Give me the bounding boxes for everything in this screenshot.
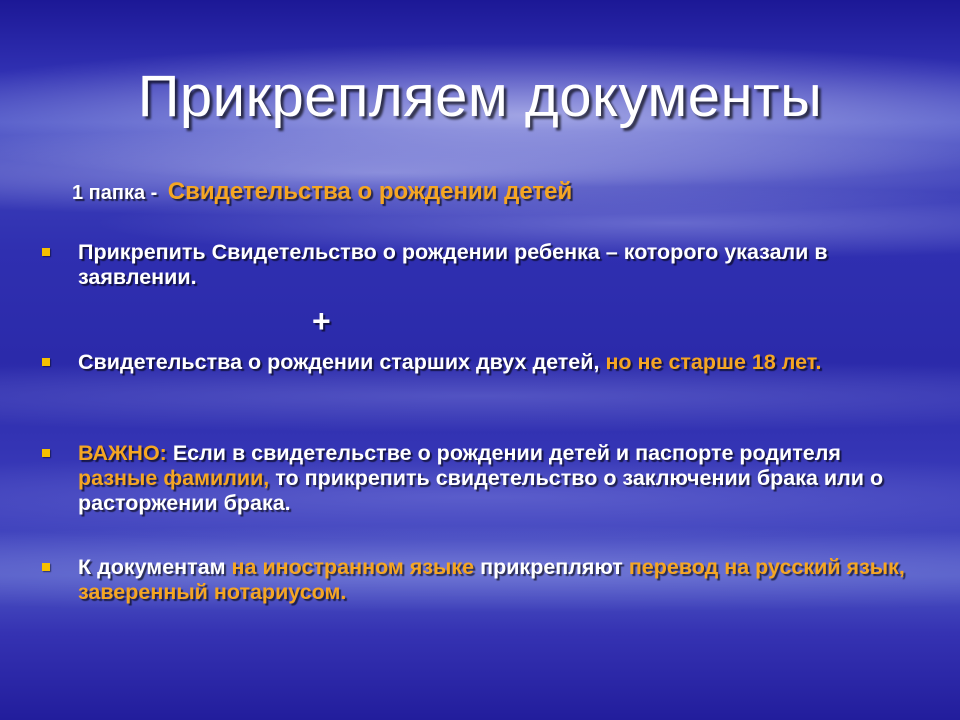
bullet-marker-icon xyxy=(42,248,50,256)
bullet-text: прикрепляют xyxy=(480,555,623,579)
bullet-highlight: на иностранном языке xyxy=(231,555,475,579)
bullet-item xyxy=(40,441,920,516)
subtitle-label: 1 папка - xyxy=(72,182,158,204)
bullet-text: Если в свидетельстве о рождении детей и паспорте родителя xyxy=(172,441,841,465)
bullet-highlight: ВАЖНО: xyxy=(78,441,167,465)
bullet-item xyxy=(40,555,920,605)
bullet-text: Свидетельства о рождении старших двух детей, xyxy=(78,350,600,374)
bullet-item xyxy=(40,240,920,290)
bullet-marker-icon xyxy=(42,358,50,366)
plus-separator: + xyxy=(312,303,331,339)
bullet-marker-icon xyxy=(42,449,50,457)
bullet-highlight: но не старше 18 лет. xyxy=(605,350,822,374)
bullet-highlight: перевод на русский язык, заверенный нотариусом. xyxy=(78,555,905,604)
subtitle-highlight: Свидетельства о рождении детей xyxy=(167,178,573,205)
bullet-item xyxy=(40,350,920,375)
bullet-text: то прикрепить свидетельство о заключении брака или о расторжении брака. xyxy=(78,466,884,515)
slide-title: Прикрепляем документы xyxy=(137,64,823,129)
bullet-highlight: разные фамилии, xyxy=(78,466,270,490)
bullet-text: Прикрепить Свидетельство о рождении ребенка – которого указали в заявлении. xyxy=(78,240,828,289)
bullet-text: К документам xyxy=(78,555,226,579)
bullet-marker-icon xyxy=(42,563,50,571)
slide-subtitle xyxy=(72,178,572,206)
